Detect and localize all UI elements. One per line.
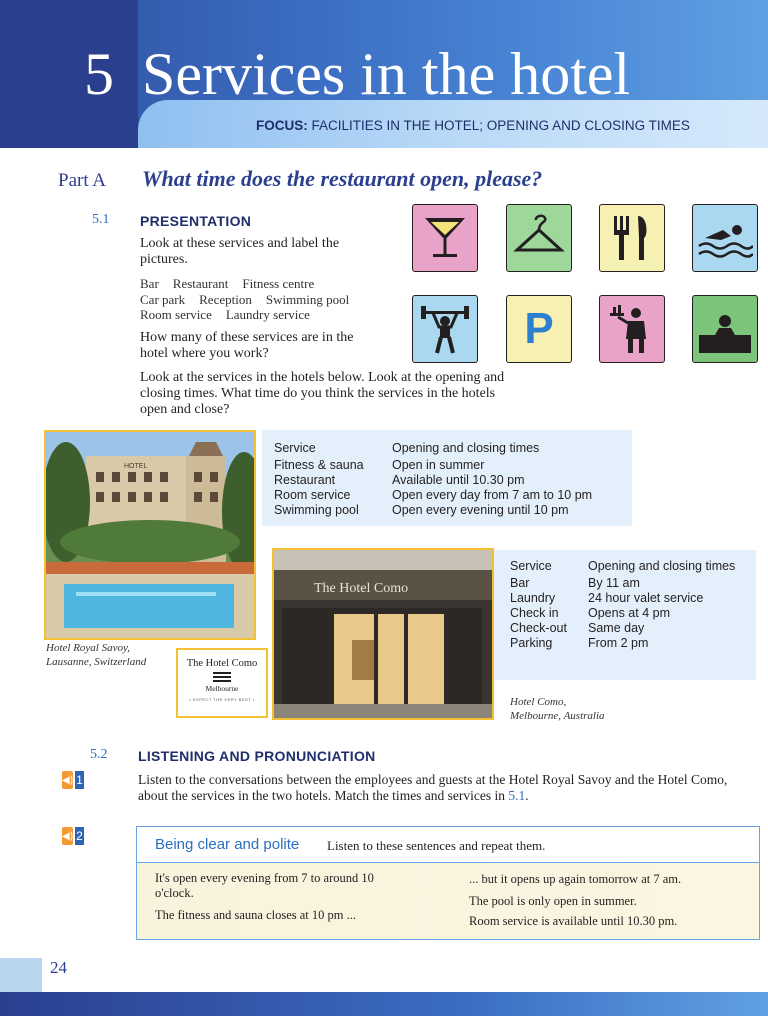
speaker-icon: ◀) <box>62 827 73 845</box>
page-number: 24 <box>50 958 67 977</box>
cocktail-icon <box>412 204 478 272</box>
focus-line <box>256 118 690 133</box>
reception-icon <box>692 295 758 363</box>
speaker-icon: ◀) <box>62 771 73 789</box>
example-sentence: ... but it opens up again tomorrow at 7 am. <box>469 872 682 886</box>
footer-band <box>0 992 768 1016</box>
logo-tagline: • EXPECT THE VERY BEST • <box>189 697 255 702</box>
waiter-icon <box>599 295 665 363</box>
parking-icon <box>506 295 572 363</box>
como-table-times <box>588 576 703 651</box>
section-number: 5.2 <box>90 747 108 762</box>
table-cell: Restaurant <box>274 473 336 487</box>
table-cell: Opens at 4 pm <box>588 606 670 620</box>
word: Bar <box>140 276 159 291</box>
word: Car park <box>140 291 186 307</box>
word: Room service <box>140 307 212 322</box>
polite-box-header <box>137 827 759 863</box>
table-cell: Swimming pool <box>274 503 359 517</box>
part-label: Part A <box>58 170 107 191</box>
table-cell: Available until 10.30 pm <box>392 473 525 487</box>
savoy-caption-place: Lausanne, Switzerland <box>46 656 147 668</box>
polite-box-title: Being clear and polite <box>155 836 300 853</box>
example-sentence: The fitness and sauna closes at 10 pm ... <box>155 908 356 922</box>
como-header-service: Service <box>510 559 552 573</box>
weightlifter-icon <box>412 295 478 363</box>
instruction-end: . <box>525 788 529 803</box>
table-cell: 24 hour valet service <box>588 591 704 605</box>
service-word-list <box>140 276 410 323</box>
polite-box-body <box>137 863 759 939</box>
table-cell: From 2 pm <box>588 636 649 650</box>
section-heading: PRESENTATION <box>140 213 252 229</box>
savoy-header-times: Opening and closing times <box>392 441 540 455</box>
logo-title: The Hotel Como <box>186 658 258 669</box>
polite-box-subtitle: Listen to these sentences and repeat them. <box>327 838 546 853</box>
word: Reception <box>199 291 252 307</box>
chapter-number-box <box>0 0 138 148</box>
table-cell: Check in <box>510 606 559 620</box>
como-caption-name: Hotel Como, <box>510 696 567 708</box>
como-table-services <box>510 576 567 651</box>
instruction-how-many: How many of these services are in the hotel where you work? <box>140 330 354 361</box>
savoy-caption-name: Hotel Royal Savoy, <box>46 642 131 654</box>
listening-instruction <box>138 772 750 804</box>
footer-accent <box>0 958 42 992</box>
savoy-table-times <box>392 458 592 518</box>
logo-emblem <box>213 672 231 682</box>
instruction-label-pictures: Look at these services and label the pictures. <box>140 236 340 267</box>
track-number: 1 <box>76 773 83 787</box>
table-cell: Parking <box>510 636 553 650</box>
instruction-text: Listen to the conversations between the employees and guests at the Hotel Royal Savoy and the Hotel Como, about the services in the two hotels. Match the times and services in <box>138 772 728 803</box>
table-cell: Laundry <box>510 591 556 605</box>
hotel-como-logo <box>176 648 268 718</box>
focus-text: FACILITIES IN THE HOTEL; OPENING AND CLOSING TIMES <box>311 118 690 133</box>
word: Fitness centre <box>242 276 315 291</box>
word: Laundry service <box>225 307 310 322</box>
hanger-icon <box>506 204 572 272</box>
section-number: 5.1 <box>92 212 110 227</box>
section-reference-link[interactable]: 5.1 <box>508 788 526 803</box>
example-sentence: The pool is only open in summer. <box>469 894 637 908</box>
table-cell: By 11 am <box>588 576 640 590</box>
word-row <box>140 307 410 323</box>
example-sentence: Room service is available until 10.30 pm. <box>469 914 678 928</box>
savoy-sign: HOTEL <box>124 463 148 470</box>
audio-track-1[interactable] <box>62 771 84 789</box>
table-cell: Open every evening until 10 pm <box>392 503 569 517</box>
table-cell: Room service <box>274 488 351 502</box>
savoy-header-service: Service <box>274 441 316 455</box>
como-caption-place: Melbourne, Australia <box>510 710 605 722</box>
audio-track-2[interactable] <box>62 827 84 845</box>
como-sign: The Hotel Como <box>314 581 409 596</box>
chapter-title: Services in the hotel <box>142 41 631 107</box>
track-number: 2 <box>76 829 83 843</box>
parking-letter: P <box>524 304 554 353</box>
hotel-como-photo <box>272 548 494 720</box>
word: Swimming pool <box>265 291 350 307</box>
table-cell: Same day <box>588 621 645 635</box>
being-clear-polite-box <box>136 826 760 940</box>
hotel-royal-savoy-photo <box>44 430 256 640</box>
focus-label: FOCUS: <box>256 118 308 133</box>
word: Restaurant <box>172 276 229 291</box>
table-cell: Fitness & sauna <box>274 458 364 472</box>
savoy-table-services <box>274 458 364 518</box>
word-row <box>140 292 410 308</box>
section-heading: LISTENING AND PRONUNCIATION <box>138 748 376 764</box>
logo-city: Melbourne <box>205 684 239 693</box>
cutlery-icon <box>599 204 665 272</box>
table-cell: Open in summer <box>392 458 485 472</box>
swimmer-icon <box>692 204 758 272</box>
word-row <box>140 276 410 292</box>
chapter-number: 5 <box>84 41 114 107</box>
table-cell: Check-out <box>510 621 567 635</box>
instruction-look-at-services: Look at the services in the hotels below. Look at the opening and closing times. What time do you think the services in the hotels open and close? <box>140 370 505 417</box>
part-title: What time does the restaurant open, please? <box>142 166 543 191</box>
table-cell: Bar <box>510 576 530 590</box>
example-sentence: It's open every evening from 7 to around 10 o'clock. <box>155 871 374 900</box>
como-caption <box>510 695 605 723</box>
table-cell: Open every day from 7 am to 10 pm <box>392 488 593 502</box>
savoy-caption <box>46 641 146 669</box>
como-header-times: Opening and closing times <box>588 559 736 573</box>
